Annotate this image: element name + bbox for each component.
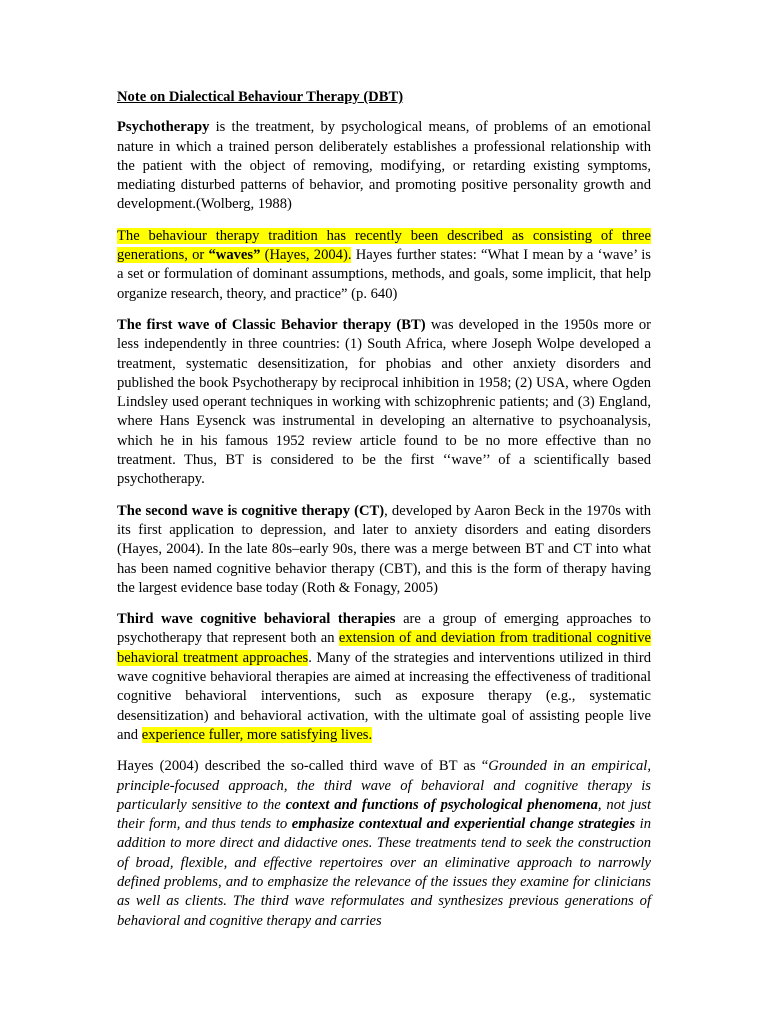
- heading-third-wave: Third wave cognitive behavioral therapies: [117, 611, 396, 628]
- paragraph-text: was developed in the 1950s more or less independently in three countries: (1) South Africa, where Joseph Wolpe developed a treatment, systematic desensitization, for phobias and other anxiety disorders and published the book Psychotherapy by reciprocal inhibition in 1958; (2) USA, where Ogden Lindsley used operant techniques in working with schizophrenic patients; and (3) England, where Hans Eysenck was instrumental in developing an alternative to psychoanalysis, which he in his famous 1952 review article found to be no more effective than no treatment. Thus, BT is considered to be the first ‘‘wave’’ of a scientifically based psychotherapy.: [117, 316, 651, 488]
- highlighted-text: extension of and deviation from traditional cognitive behavioral treatment approaches: [117, 630, 651, 666]
- quote-text: , not just their form, and thus tends to: [117, 796, 652, 833]
- paragraph-text: . Many of the strategies and interventions utilized in third wave cognitive behavioral therapies are aimed at increasing the effectiveness of traditional cognitive behavioral interventions, such as exposure therapy (e.g., systematic desensitization) and behavioral activation, with the ultimate goal of assisting people live and: [117, 649, 651, 743]
- paragraph-three-waves: [117, 227, 651, 304]
- quote-text: Grounded in an empirical, principle-focused approach, the third wave of behavioral and cognitive therapy is particularly sensitive to the: [117, 758, 652, 813]
- paragraph-second-wave: [117, 502, 651, 598]
- paragraph-text: Hayes (2004) described the so-called third wave of BT as “: [117, 758, 489, 775]
- paragraph-text: , developed by Aaron Beck in the 1970s with its first application to depression, and later to anxiety disorders and eating disorders (Hayes, 2004). In the late 80s–early 90s, there was a merge between BT and CT into what has been named cognitive behavior therapy (CBT), and this is the form of therapy having the largest evidence base today (Roth & Fonagy, 2005): [117, 502, 652, 596]
- quote-text: in addition to more direct and didactive ones. These treatments tend to seek the construction of broad, flexible, and effective repertoires over an eliminative approach to narrowly defined problems, and to emphasize the relevance of the issues they examine for clinicians as well as clients. The third wave reformulates and synthesizes previous generations of behavioral and cognitive therapy and carries: [117, 816, 652, 929]
- paragraph-text: Hayes further states: “What I mean by a ‘wave’ is a set or formulation of dominant assumptions, methods, and goals, some implicit, that help organize research, theory, and practice” (p. 640): [117, 247, 651, 302]
- paragraph-text: is the treatment, by psychological means, of problems of an emotional nature in which a trained person deliberately establishes a professional relationship with the patient with the object of removing, modifying, or retarding existing symptoms, mediating disturbed patterns of behavior, and promoting positive personality growth and development.(Wolberg, 1988): [117, 119, 651, 213]
- heading-second-wave: The second wave is cognitive therapy (CT): [117, 502, 385, 519]
- paragraph-first-wave: [117, 316, 651, 490]
- heading-first-wave: The first wave of Classic Behavior therapy (BT): [117, 316, 426, 333]
- highlighted-text: experience fuller, more satisfying lives.: [141, 726, 373, 743]
- paragraph-third-wave: [117, 610, 651, 745]
- document-page: [117, 88, 651, 943]
- paragraph-psychotherapy-definition: [117, 118, 651, 214]
- term-psychotherapy: Psychotherapy: [117, 119, 210, 136]
- quote-emphasis: context and functions of psychological phenomena: [285, 796, 598, 813]
- term-waves: “waves”: [208, 247, 261, 264]
- paragraph-text: are a group of emerging approaches to psychotherapy that represent both an: [117, 611, 651, 647]
- highlight-segment: The behaviour therapy tradition has recently been described as consisting of three generations, or: [117, 227, 651, 264]
- highlight-segment: (Hayes, 2004).: [260, 247, 352, 264]
- quote-emphasis: emphasize contextual and experiential change strategies: [291, 816, 636, 833]
- paragraph-hayes-quote: [117, 757, 651, 931]
- document-title: Note on Dialectical Behaviour Therapy (DBT): [117, 89, 404, 105]
